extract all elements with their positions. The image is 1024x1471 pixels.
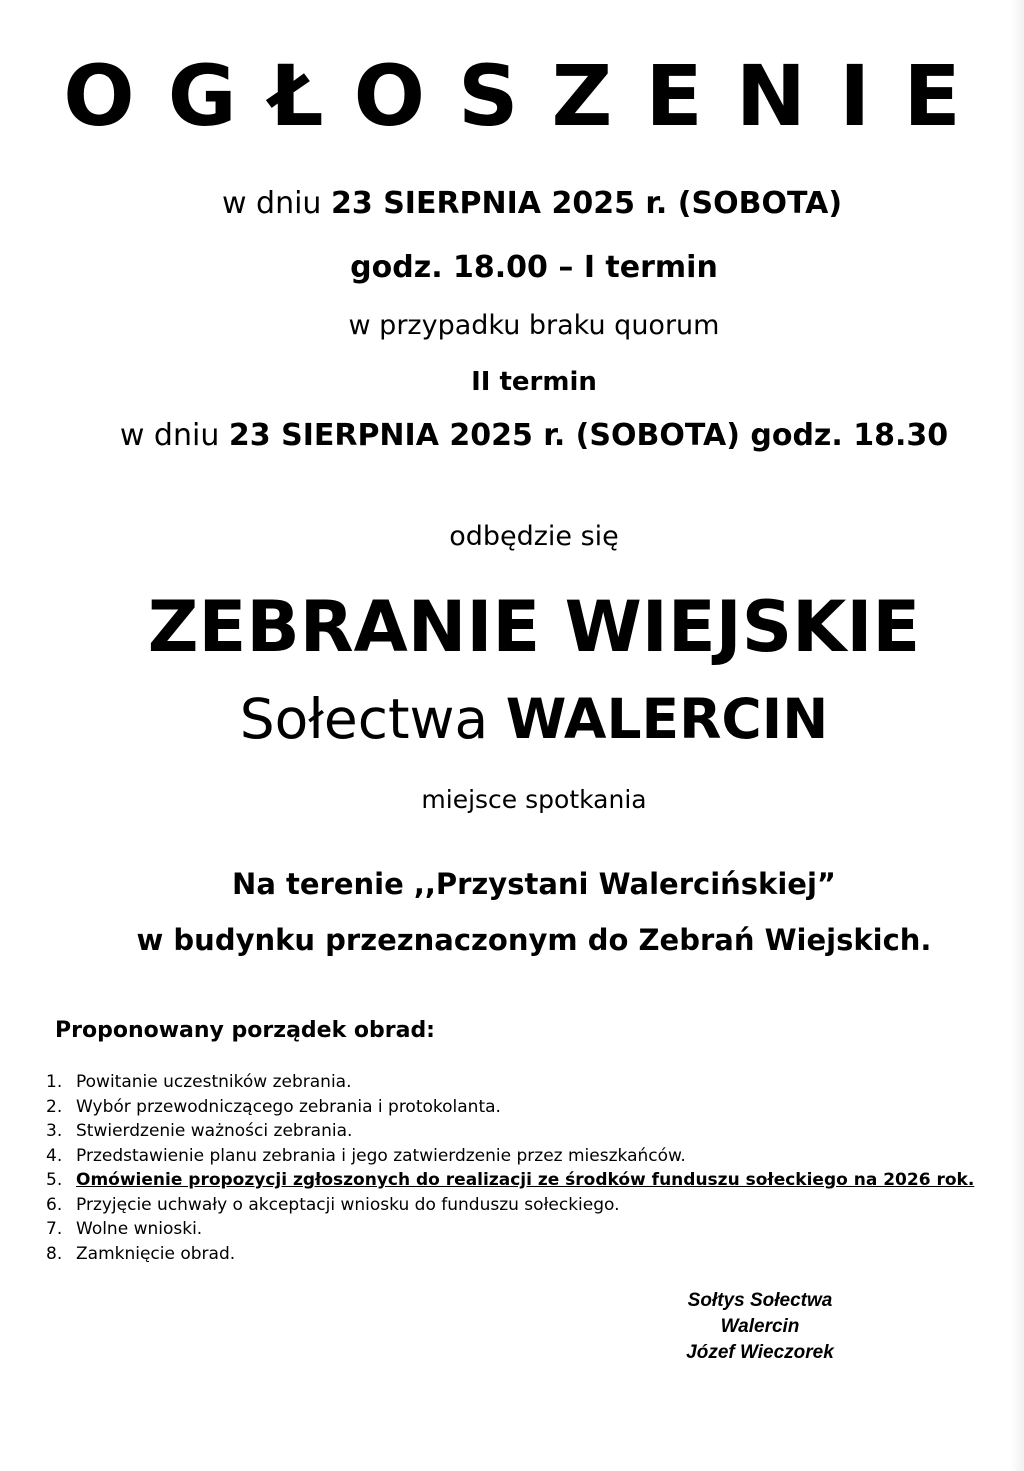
second-term-date-value: 23 SIERPNIA 2025 r. (SOBOTA) godz. 18.30 xyxy=(228,418,949,453)
first-term-date-prefix: w dniu xyxy=(221,186,322,221)
agenda-item-text: Zamknięcie obrad. xyxy=(76,1243,236,1264)
agenda-list xyxy=(46,1070,986,1266)
agenda-item-number: 4. xyxy=(46,1145,63,1166)
second-term-label: II termin xyxy=(471,367,597,397)
agenda-item xyxy=(46,1242,986,1267)
venue-label: miejsce spotkania xyxy=(421,785,647,814)
announcement-title: OGŁOSZENIE xyxy=(63,47,994,145)
venue-line-2: w budynku przeznaczonym do Zebrań Wiejskich. xyxy=(136,923,932,957)
agenda-item-number: 3. xyxy=(46,1121,63,1141)
signature-block xyxy=(640,1288,880,1366)
agenda-item xyxy=(46,1217,986,1242)
agenda-item xyxy=(46,1144,986,1169)
first-term-date-value: 23 SIERPNIA 2025 r. (SOBOTA) xyxy=(331,186,843,221)
signature-name: Józef Wieczorek xyxy=(686,1342,834,1363)
agenda-item-text: Przyjęcie uchwały o akceptacji wniosku do funduszu sołeckiego. xyxy=(76,1194,620,1215)
agenda-title: Proponowany porządek obrad: xyxy=(55,1018,435,1043)
agenda-item-highlighted xyxy=(46,1168,986,1193)
meeting-name-heading: ZEBRANIE WIEJSKIE xyxy=(147,586,921,668)
agenda-item-number: 7. xyxy=(46,1219,63,1239)
agenda-item xyxy=(46,1095,986,1120)
agenda-item-text: Wolne wnioski. xyxy=(76,1219,203,1239)
agenda-item xyxy=(46,1119,986,1144)
agenda-item-text: Omówienie propozycji zgłoszonych do realizacji ze środków funduszu sołeckiego na 2026 rok. xyxy=(76,1170,975,1190)
signature-village: Walercin xyxy=(720,1316,800,1337)
second-term-date xyxy=(22,414,1024,458)
agenda-item-number: 8. xyxy=(46,1243,63,1264)
agenda-item xyxy=(46,1193,986,1218)
village-name: WALERCIN xyxy=(505,687,829,751)
first-term-time: godz. 18.00 – I termin xyxy=(350,250,718,285)
quorum-note: w przypadku braku quorum xyxy=(348,310,720,341)
signature-role: Sołtys Sołectwa xyxy=(687,1290,833,1311)
agenda-item-number: 2. xyxy=(46,1096,63,1117)
agenda-item-text: Przedstawienie planu zebrania i jego zatwierdzenie przez mieszkańców. xyxy=(76,1145,686,1166)
agenda-item-text: Stwierdzenie ważności zebrania. xyxy=(76,1121,353,1141)
will-take-place-text: odbędzie się xyxy=(449,521,619,552)
agenda-item-number: 1. xyxy=(46,1072,63,1092)
second-term-date-prefix: w dniu xyxy=(119,418,220,453)
venue-line-1: Na terenie ,,Przystani Walercińskiej” xyxy=(232,867,836,901)
agenda-item-number: 5. xyxy=(46,1170,63,1190)
agenda-item xyxy=(46,1070,986,1095)
village-heading xyxy=(22,684,1024,754)
agenda-item-number: 6. xyxy=(46,1194,63,1215)
first-term-date xyxy=(20,182,1024,226)
agenda-item-text: Wybór przewodniczącego zebrania i protokolanta. xyxy=(76,1096,501,1117)
agenda-item-text: Powitanie uczestników zebrania. xyxy=(76,1072,352,1092)
village-prefix: Sołectwa xyxy=(239,687,489,751)
